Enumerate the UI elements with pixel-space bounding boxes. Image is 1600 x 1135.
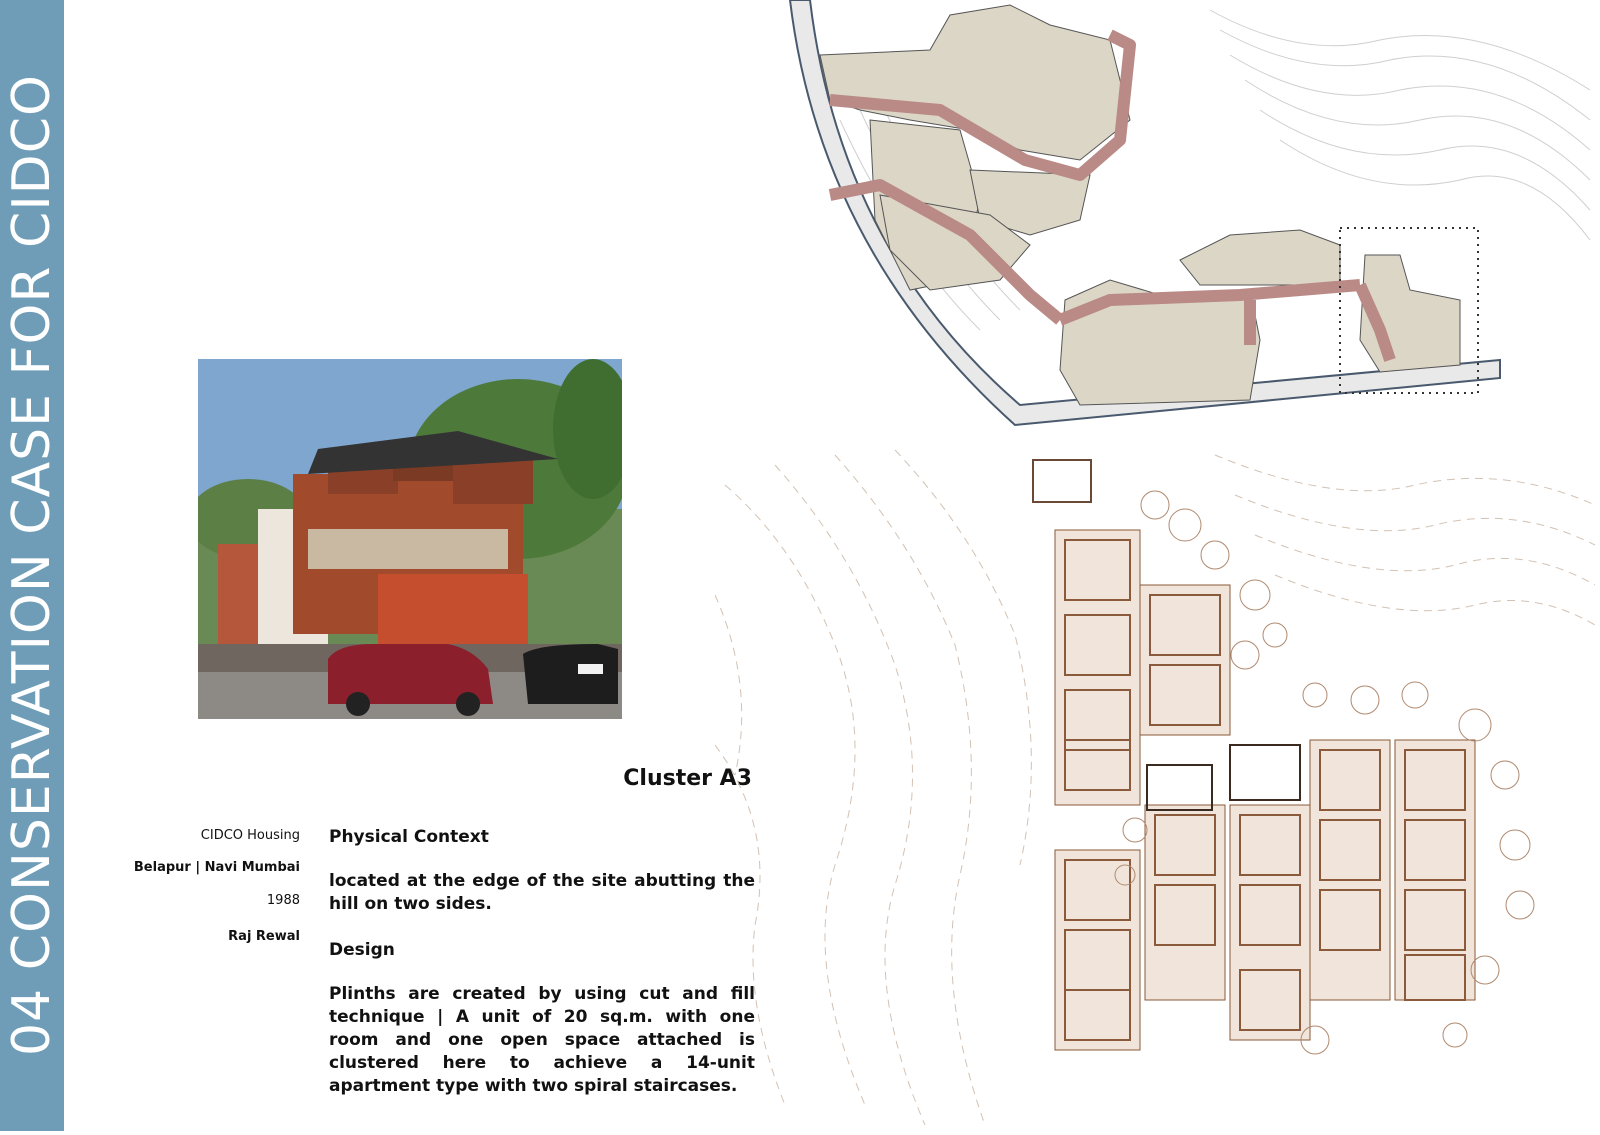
design-heading: Design bbox=[329, 940, 395, 960]
project-name: CIDCO Housing bbox=[200, 828, 300, 843]
cluster-title: Cluster A3 bbox=[623, 766, 752, 791]
housing-photo bbox=[198, 359, 622, 719]
physical-context-text: located at the edge of the site abutting the hill on two sides. bbox=[329, 871, 755, 914]
side-title: 04 CONSERVATION CASE FOR CIDCO bbox=[2, 74, 62, 1056]
site-plan bbox=[780, 0, 1600, 440]
project-architect: Raj Rewal bbox=[228, 929, 300, 944]
project-location: Belapur | Navi Mumbai bbox=[133, 860, 300, 875]
cluster-plan bbox=[715, 445, 1600, 1131]
physical-context-heading: Physical Context bbox=[329, 827, 489, 847]
project-year: 1988 bbox=[266, 893, 300, 908]
design-text: Plinths are created by using cut and fill technique | A unit of 20 sq.m. with one room and one open space attached is clustered here to achieve a 14-unit apartment type with two spiral staircases. bbox=[329, 984, 755, 1096]
